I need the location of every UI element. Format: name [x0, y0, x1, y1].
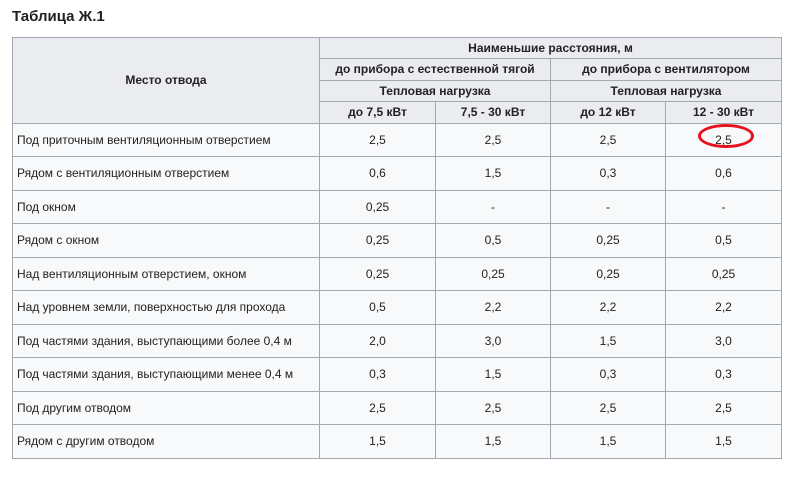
header-place: Место отвода — [13, 38, 320, 124]
row-label: Под окном — [13, 190, 320, 224]
row-label: Над вентиляционным отверстием, окном — [13, 257, 320, 291]
table-row — [13, 190, 782, 224]
cell-value: 0,5 — [320, 291, 436, 325]
cell-value: 2,2 — [666, 291, 782, 325]
cell-value: 0,25 — [320, 224, 436, 258]
cell-value: 0,6 — [320, 157, 436, 191]
cell-value: 0,5 — [436, 224, 551, 258]
cell-value: 1,5 — [551, 425, 666, 459]
cell-value: 1,5 — [436, 425, 551, 459]
cell-value: 0,3 — [551, 157, 666, 191]
cell-value: - — [551, 190, 666, 224]
row-label: Под приточным вентиляционным отверстием — [13, 123, 320, 157]
cell-value: 3,0 — [666, 324, 782, 358]
cell-value: 3,0 — [436, 324, 551, 358]
cell-value: 2,5 — [436, 123, 551, 157]
cell-value: 2,2 — [551, 291, 666, 325]
cell-value: 0,25 — [551, 257, 666, 291]
header-col-3: до 12 кВт — [551, 102, 666, 124]
cell-value: 0,25 — [436, 257, 551, 291]
table-title: Таблица Ж.1 — [12, 8, 105, 25]
header-col-4: 12 - 30 кВт — [666, 102, 782, 124]
cell-value: 2,5 — [551, 123, 666, 157]
cell-value: 2,5 — [551, 391, 666, 425]
cell-value: 2,5 — [320, 123, 436, 157]
header-heat-load-fan: Тепловая нагрузка — [551, 80, 782, 102]
cell-value: 0,3 — [551, 358, 666, 392]
header-heat-load-natural: Тепловая нагрузка — [320, 80, 551, 102]
table-row — [13, 291, 782, 325]
cell-value: 2,5 — [666, 391, 782, 425]
cell-value: 0,25 — [320, 190, 436, 224]
header-min-distances: Наименьшие расстояния, м — [320, 38, 782, 59]
table-row — [13, 224, 782, 258]
row-label: Рядом с другим отводом — [13, 425, 320, 459]
distance-table — [12, 37, 782, 459]
row-label: Рядом с вентиляционным отверстием — [13, 157, 320, 191]
cell-value: 2,5 — [436, 391, 551, 425]
row-label: Под частями здания, выступающими более 0,4 м — [13, 324, 320, 358]
cell-value: 1,5 — [551, 324, 666, 358]
cell-value: 0,3 — [666, 358, 782, 392]
cell-value-highlighted — [666, 123, 782, 157]
header-fan: до прибора с вентилятором — [551, 59, 782, 81]
red-circle-mark — [698, 124, 754, 148]
cell-value: - — [436, 190, 551, 224]
header-natural-draft: до прибора с естественной тягой — [320, 59, 551, 81]
table-row — [13, 358, 782, 392]
cell-value: 1,5 — [666, 425, 782, 459]
cell-value: 2,0 — [320, 324, 436, 358]
cell-value: 0,6 — [666, 157, 782, 191]
cell-value: 2,2 — [436, 291, 551, 325]
cell-value: 2,5 — [715, 132, 732, 147]
table-row — [13, 391, 782, 425]
table-row — [13, 425, 782, 459]
table-row — [13, 257, 782, 291]
row-label: Над уровнем земли, поверхностью для прохода — [13, 291, 320, 325]
cell-value: - — [666, 190, 782, 224]
highlighted-value — [715, 133, 732, 147]
cell-value: 0,25 — [551, 224, 666, 258]
cell-value: 1,5 — [436, 358, 551, 392]
cell-value: 0,5 — [666, 224, 782, 258]
row-label: Под другим отводом — [13, 391, 320, 425]
cell-value: 0,3 — [320, 358, 436, 392]
header-col-2: 7,5 - 30 кВт — [436, 102, 551, 124]
cell-value: 2,5 — [320, 391, 436, 425]
table-row — [13, 157, 782, 191]
cell-value: 0,25 — [320, 257, 436, 291]
cell-value: 1,5 — [436, 157, 551, 191]
cell-value: 1,5 — [320, 425, 436, 459]
row-label: Под частями здания, выступающими менее 0,4 м — [13, 358, 320, 392]
header-col-1: до 7,5 кВт — [320, 102, 436, 124]
row-label: Рядом с окном — [13, 224, 320, 258]
cell-value: 0,25 — [666, 257, 782, 291]
table-row — [13, 123, 782, 157]
table-row — [13, 324, 782, 358]
